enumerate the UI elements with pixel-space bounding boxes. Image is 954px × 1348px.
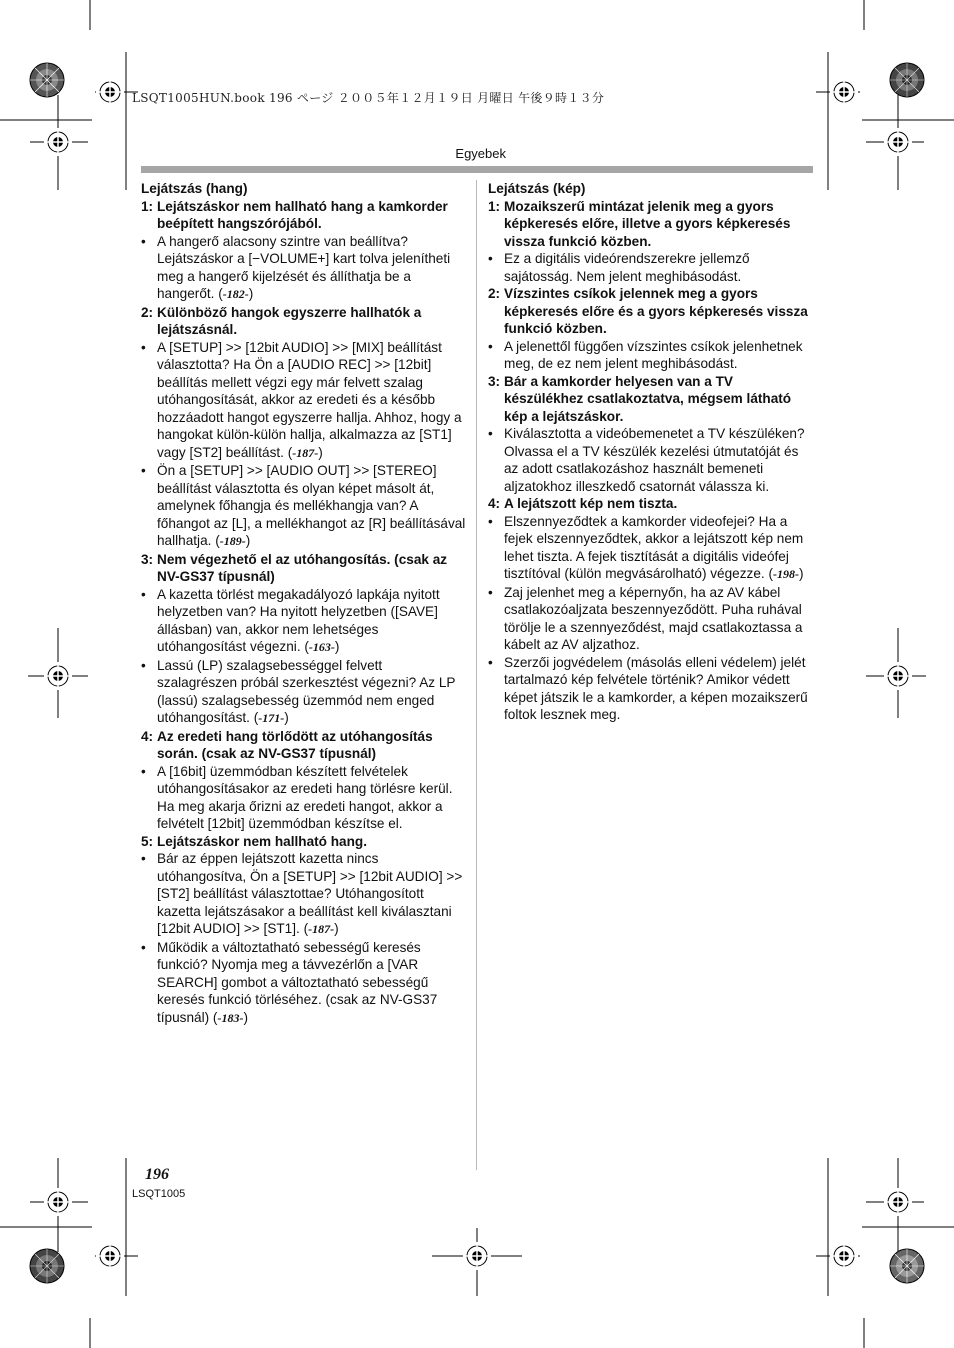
question-item	[488, 495, 813, 513]
bullet-icon: •	[488, 584, 493, 600]
bullet-body: A [16bit] üzemmódban készített felvételek utóhangosításakor az eredeti hang törlésre kerül. Ha meg akarja őrizni az eredeti hangot, akkor a felvételt [12bit] üzemmódban készítse el.	[157, 763, 453, 831]
page-reference: -189-	[219, 534, 246, 548]
bullet-text	[157, 586, 466, 657]
section-heading: Lejátszás (kép)	[488, 181, 586, 196]
bullet-item	[141, 339, 466, 463]
bullet-tail: )	[318, 444, 323, 460]
question-number: 4:	[141, 728, 154, 744]
bullet-body: Működik a változtatható sebességű keresés funkció? Nyomja meg a távvezérlőn a [VAR SEARCH] gombot a változtatható sebességű keresés funkció törléséhez. (csak az NV-GS37 típusnál) (	[157, 939, 438, 1025]
corner-star-circle	[890, 1249, 924, 1283]
page-reference: -182-	[222, 287, 249, 301]
bullet-icon: •	[141, 657, 146, 673]
page-reference: -198-	[772, 567, 799, 581]
bullet-icon: •	[488, 654, 493, 670]
page-reference: -163-	[308, 640, 335, 654]
bullet-icon: •	[141, 233, 146, 249]
question-text: Mozaikszerű mintázat jelenik meg a gyors képkeresés előre, illetve a gyors képkeresés vissza funkció közben.	[504, 198, 791, 249]
bullet-body: A hangerő alacsony szintre van beállítva? Lejátszáskor a [−VOLUME+] kart tolva jelenítheti meg a hangerő kijelzését és állíthatja be a hangerőt. (	[157, 233, 451, 301]
registration-target	[884, 1188, 912, 1216]
registration-target	[44, 128, 72, 156]
bullet-icon: •	[488, 338, 493, 354]
left-column	[141, 180, 466, 1027]
bullet-text	[504, 584, 813, 654]
bullet-item	[488, 654, 813, 724]
registration-target	[96, 78, 124, 106]
bullet-item	[488, 338, 813, 373]
corner-star-circle	[30, 1249, 64, 1283]
bullet-body: Kiválasztotta a videóbemenetet a TV készüléken? Olvassa el a TV készülék kezelési útmutatóját és az adott csatlakozáshoz használt bemeneti aljzatokhoz illeszkedő csatornát válassza ki.	[504, 426, 805, 494]
bullet-text	[504, 250, 813, 285]
question-number: 3:	[141, 551, 154, 567]
question-text: Lejátszáskor nem hallható hang a kamkorder beépített hangszórójából.	[157, 198, 448, 231]
bullet-body: A jelenettől függően vízszintes csíkok jelenhetnek meg, de ez nem jelent meghibásodást.	[504, 338, 803, 371]
question-item	[141, 833, 466, 851]
bullet-tail: )	[243, 1009, 248, 1025]
bullet-icon: •	[488, 426, 493, 441]
column-divider	[476, 180, 477, 1170]
question-item	[141, 728, 466, 763]
bullet-body: Szerzői jogvédelem (másolás elleni védelem) jelét tartalmazó kép felvétele történik? Amikor védett képet játszik le a kamkorder, a képen mozaikszerű foltok lesznek meg.	[504, 654, 808, 722]
registration-target	[884, 128, 912, 156]
bullet-item	[488, 250, 813, 285]
registration-target	[463, 1242, 491, 1270]
bullet-icon: •	[141, 763, 146, 779]
bullet-body: Elszennyeződtek a kamkorder videofejei? Ha a fejek elszennyeződtek, akkor a lejátszott kép nem lehet tiszta. A fejek tisztítását a digitális videófej tisztítóval (külön megvásárolható) végezze. (	[504, 513, 804, 581]
bullet-item	[488, 584, 813, 654]
bullet-icon: •	[488, 513, 493, 529]
question-text: Bár a kamkorder helyesen van a TV készülékhez csatlakoztatva, mégsem látható kép a lejátszáskor.	[504, 373, 792, 424]
section-label: Egyebek	[455, 146, 506, 161]
question-item	[141, 198, 466, 233]
page-reference: -183-	[217, 1010, 244, 1025]
question-number: 5:	[141, 833, 154, 849]
question-item	[488, 285, 813, 338]
question-number: 1:	[488, 198, 501, 214]
bullet-item	[141, 850, 466, 939]
question-text: Vízszintes csíkok jelennek meg a gyors képkeresés előre és a gyors képkeresés vissza funkció közben.	[504, 286, 808, 336]
bullet-body: Zaj jelenhet meg a képernyőn, ha az AV kábel csatlakozóaljzata beszennyeződött. Puha ruhával törölje le a szennyeződést, majd csatlakoztassa a kábelt az AV aljzathoz.	[504, 584, 803, 652]
bullet-text	[504, 654, 813, 724]
bullet-text	[504, 338, 813, 373]
bullet-item	[141, 462, 466, 551]
bullet-body: Lassú (LP) szalagsebességgel felvett szalagrészen próbál szerkesztést végezni? Az LP (lassú) szalagsebesség üzemmód nem enged utóhangosítást. (	[157, 657, 456, 725]
bullet-text	[504, 513, 813, 584]
registration-target	[830, 78, 858, 106]
bullet-icon: •	[141, 339, 146, 355]
bullet-text	[157, 939, 466, 1028]
bullet-icon: •	[141, 939, 146, 955]
page-reference: -171-	[258, 711, 285, 725]
page-reference: -187-	[308, 922, 335, 936]
bullet-icon: •	[141, 586, 146, 602]
page-number: 196	[145, 1166, 169, 1183]
bullet-text	[157, 657, 466, 728]
bullet-text	[157, 850, 466, 939]
page-reference: -187-	[292, 445, 319, 460]
question-item	[141, 304, 466, 339]
bullet-body: Ez a digitális videórendszerekre jellemző sajátosság. Nem jelent meghibásodást.	[504, 251, 750, 284]
bullet-body: Ön a [SETUP] >> [AUDIO OUT] >> [STEREO] beállítást választotta és olyan képet másolt át, amelynek főhangja és mellékhangja van? A főhangot az [L], a mellékhangot az [R] beállításával hallhatja. (	[157, 463, 466, 548]
file-header: LSQT1005HUN.book 196 ページ ２００５年１２月１９日 月曜日 午後９時１３分	[132, 91, 605, 105]
bullet-icon: •	[488, 251, 493, 266]
question-number: 2:	[488, 286, 501, 301]
bullet-item	[141, 763, 466, 833]
bullet-tail: )	[248, 286, 254, 301]
registration-target	[830, 1242, 858, 1270]
bullet-icon: •	[141, 463, 146, 478]
bullet-tail: )	[334, 921, 339, 936]
right-column	[488, 180, 813, 724]
bullet-text	[157, 339, 466, 463]
header-rule	[141, 166, 813, 173]
doc-code: LSQT1005	[132, 1188, 186, 1200]
registration-target	[96, 1242, 124, 1270]
corner-star-circle	[30, 63, 64, 97]
question-text: Különböző hangok egyszerre hallhatók a lejátszásnál.	[157, 304, 422, 337]
question-text: A lejátszott kép nem tiszta.	[504, 496, 678, 511]
question-number: 3:	[488, 373, 501, 389]
bullet-body: A kazetta törlést megakadályozó lapkája nyitott helyzetben van? Ha nyitott helyzetben ([SAVE] állásban) van, akkor nem lehetséges utóhangosítást végezni. (	[157, 586, 440, 654]
bullet-text	[157, 462, 466, 551]
bullet-tail: )	[245, 533, 251, 548]
registration-target	[44, 662, 72, 690]
section-heading: Lejátszás (hang)	[141, 181, 248, 196]
bullet-tail: )	[284, 710, 289, 725]
question-number: 1:	[141, 198, 154, 214]
bullet-item	[141, 233, 466, 304]
bullet-text	[157, 763, 466, 833]
bullet-text	[157, 233, 466, 304]
question-text: Lejátszáskor nem hallható hang.	[157, 833, 367, 849]
bullet-text	[504, 425, 813, 495]
question-number: 2:	[141, 304, 154, 320]
question-number: 4:	[488, 496, 501, 511]
question-text: Az eredeti hang törlődött az utóhangosítás során. (csak az NV-GS37 típusnál)	[157, 728, 433, 761]
bullet-tail: )	[798, 566, 804, 581]
question-text: Nem végezhető el az utóhangosítás. (csak az NV-GS37 típusnál)	[157, 551, 448, 584]
registration-target	[884, 662, 912, 690]
bullet-item	[141, 939, 466, 1028]
question-item	[488, 198, 813, 251]
bullet-tail: )	[334, 639, 340, 654]
question-item	[141, 551, 466, 586]
bullet-icon: •	[141, 851, 146, 866]
bullet-body: Bár az éppen lejátszott kazetta nincs utóhangosítva, Ön a [SETUP] >> [12bit AUDIO] >> [ST2] beállítást választottae? Utóhangosított kazetta lejátszásakor a beállítást kell kiválasztani [12bit AUDIO] >> [ST1]. (	[157, 851, 463, 936]
bullet-body: A [SETUP] >> [12bit AUDIO] >> [MIX] beállítást választotta? Ha Ön a [AUDIO REC] >> [12bit] beállítás mellett végzi egy már felvett szalag utóhangosítását, akkor az eredeti és a később hozzáadott hangot egyszerre hallja. Ahhoz, hogy a hangokat külön-külön hallja, alkalmazza az [ST1] vagy [ST2] beállítást. (	[157, 339, 462, 460]
corner-star-circle	[890, 63, 924, 97]
bullet-item	[141, 586, 466, 657]
question-item	[488, 373, 813, 426]
bullet-item	[141, 657, 466, 728]
registration-target	[44, 1188, 72, 1216]
bullet-item	[488, 513, 813, 584]
bullet-item	[488, 425, 813, 495]
